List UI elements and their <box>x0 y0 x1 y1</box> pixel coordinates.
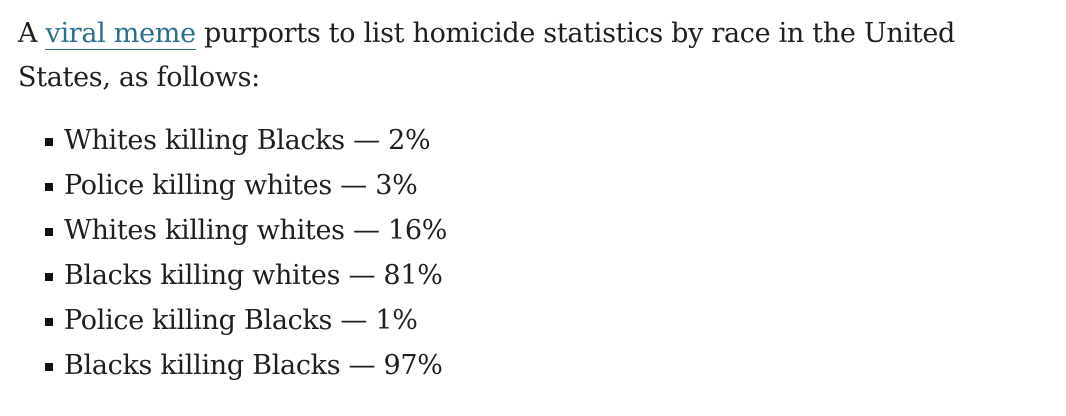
list-item <box>45 208 1048 253</box>
list-item <box>45 163 1048 208</box>
square-bullet-icon <box>45 228 53 236</box>
list-item-text: Police killing whites — 3% <box>64 170 418 201</box>
square-bullet-icon <box>45 183 53 191</box>
statistics-list <box>18 118 1048 388</box>
square-bullet-icon <box>45 273 53 281</box>
intro-text-end: purports to list homicide statistics by race in the United States, as follows: <box>18 18 955 93</box>
list-item-text: Blacks killing Blacks — 97% <box>64 350 443 381</box>
list-item-text: Whites killing Blacks — 2% <box>64 125 431 156</box>
list-item-text: Whites killing whites — 16% <box>64 215 448 246</box>
square-bullet-icon <box>45 318 53 326</box>
list-item <box>45 253 1048 298</box>
list-item <box>45 343 1048 388</box>
intro-text-start: A <box>18 18 46 49</box>
list-item-text: Police killing Blacks — 1% <box>64 305 418 336</box>
article-body <box>18 12 1048 388</box>
list-item <box>45 298 1048 343</box>
list-item <box>45 118 1048 163</box>
viral-meme-link[interactable]: viral meme <box>45 18 196 49</box>
square-bullet-icon <box>45 363 53 371</box>
list-item-text: Blacks killing whites — 81% <box>64 260 443 291</box>
intro-paragraph <box>18 12 1048 100</box>
square-bullet-icon <box>45 138 53 146</box>
